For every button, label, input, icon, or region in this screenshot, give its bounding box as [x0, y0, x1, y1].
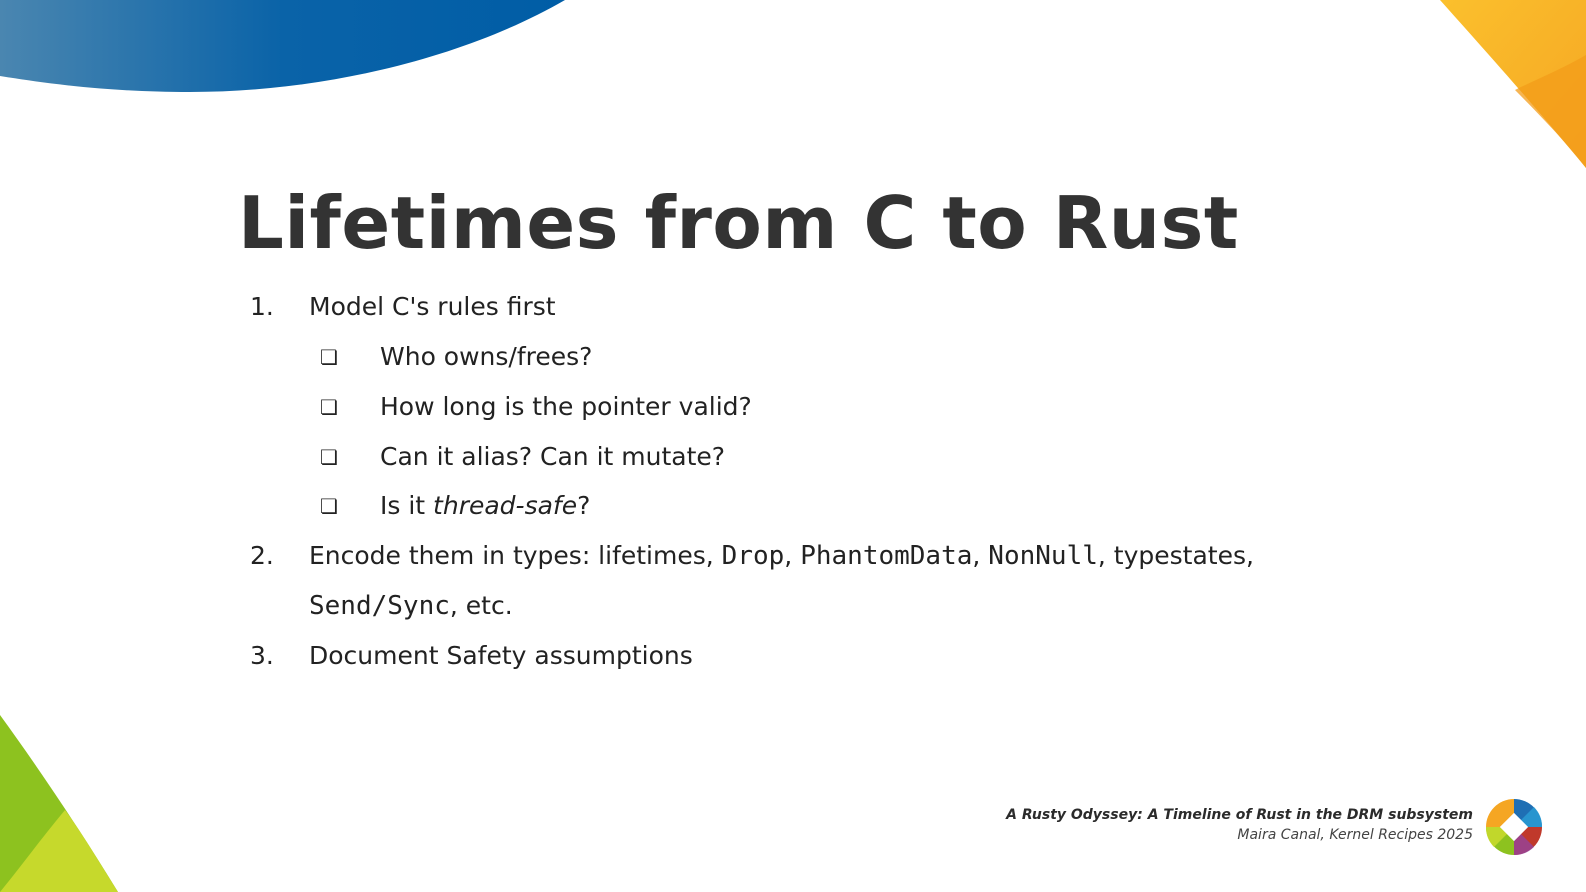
item-text-pre: Encode them in types: lifetimes, [309, 541, 722, 570]
kernel-recipes-logo-icon [1485, 798, 1543, 856]
sub-item-text: Who owns/frees? [380, 342, 593, 371]
sub-item-post: ? [577, 491, 591, 520]
separator: , [972, 541, 989, 570]
sub-item-emphasis: thread-safe [433, 491, 578, 520]
code-phantomdata: PhantomData [800, 541, 973, 571]
sub-item-text: How long is the pointer valid? [380, 392, 752, 421]
checkbox-bullet-icon: ❏ [320, 345, 338, 369]
footer-author: Maira Canal, Kernel Recipes 2025 [1237, 827, 1473, 843]
item-text-continuation [309, 590, 513, 622]
item-text [309, 540, 1254, 572]
checkbox-bullet-icon: ❏ [320, 445, 338, 469]
code-drop: Drop [721, 541, 785, 571]
blue-swoosh [0, 0, 565, 92]
checkbox-bullet-icon: ❏ [320, 395, 338, 419]
slide-title: Lifetimes from C to Rust [238, 181, 1239, 265]
item-number: 1. [250, 292, 274, 321]
item-text-post: , typestates, [1097, 541, 1254, 570]
item-number: 2. [250, 541, 274, 570]
code-send-sync: Send/Sync [309, 591, 450, 621]
sub-item-text: Can it alias? Can it mutate? [380, 442, 726, 471]
footer-talk-title: A Rusty Odyssey: A Timeline of Rust in the DRM subsystem [1006, 807, 1473, 823]
item-text: Model C's rules first [309, 292, 556, 321]
item-text: Document Safety assumptions [309, 641, 693, 670]
sub-item-pre: Is it [380, 491, 434, 520]
code-nonnull: NonNull [988, 541, 1098, 571]
separator: , [784, 541, 801, 570]
item-number: 3. [250, 641, 274, 670]
sub-item-text [380, 490, 590, 522]
item-text-post2: , etc. [449, 591, 513, 620]
checkbox-bullet-icon: ❏ [320, 494, 338, 518]
